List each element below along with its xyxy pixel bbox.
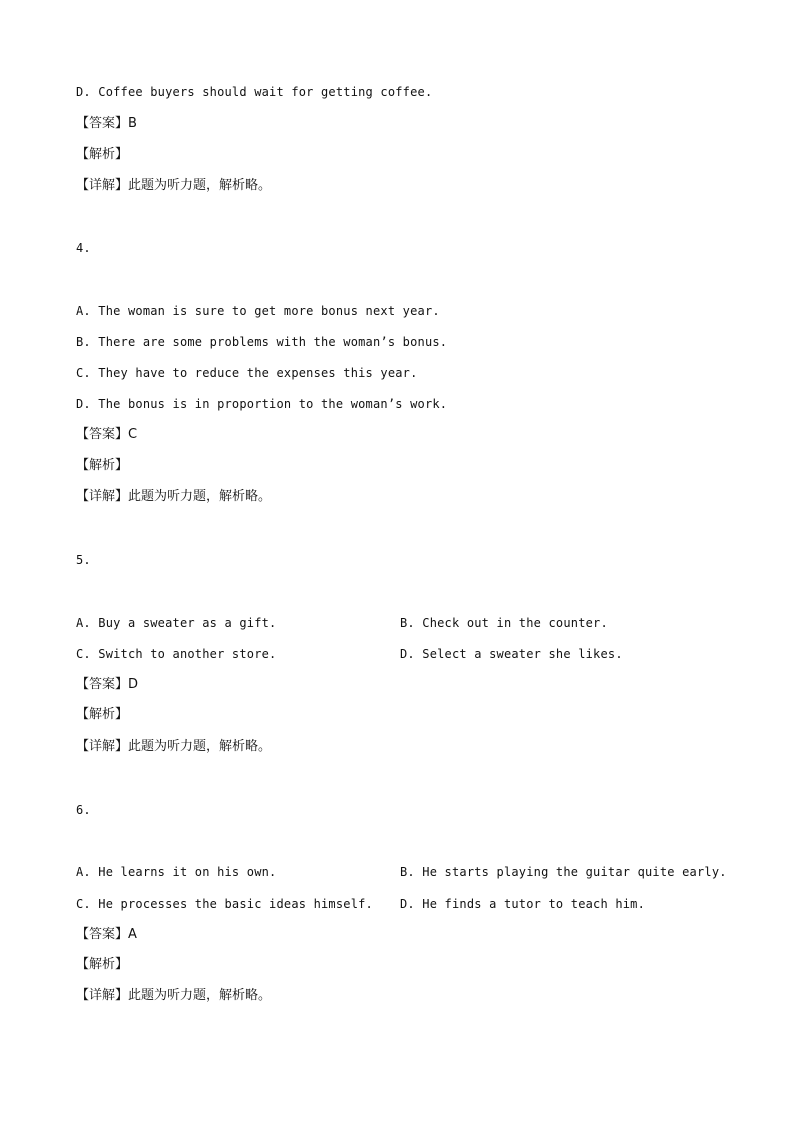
q5-option-a: A. Buy a sweater as a gift. <box>76 616 277 630</box>
q4-answer: 【答案】C <box>76 427 138 442</box>
q4-analysis: 【解析】 <box>76 458 129 473</box>
q4-number: 4. <box>76 241 91 255</box>
q4-option-d: D. The bonus is in proportion to the woman’s work. <box>76 397 448 411</box>
q4-option-a: A. The woman is sure to get more bonus next year. <box>76 304 440 318</box>
q5-answer: 【答案】D <box>76 677 139 692</box>
q3-analysis: 【解析】 <box>76 147 129 162</box>
q6-analysis: 【解析】 <box>76 957 129 972</box>
q4-option-c: C. They have to reduce the expenses this year. <box>76 366 418 380</box>
q5-number: 5. <box>76 553 91 567</box>
q5-detail: 【详解】此题为听力题，解析略。 <box>76 739 272 754</box>
q5-option-d: D. Select a sweater she likes. <box>400 647 623 661</box>
q6-option-c: C. He processes the basic ideas himself. <box>76 897 373 911</box>
q5-option-c: C. Switch to another store. <box>76 647 277 661</box>
q6-option-d: D. He finds a tutor to teach him. <box>400 897 646 911</box>
q3-option-d: D. Coffee buyers should wait for getting coffee. <box>76 85 433 99</box>
q6-option-b: B. He starts playing the guitar quite early. <box>400 865 727 879</box>
q6-number: 6. <box>76 803 91 817</box>
q6-answer: 【答案】A <box>76 927 137 942</box>
q5-analysis: 【解析】 <box>76 707 129 722</box>
q4-option-b: B. There are some problems with the woman’s bonus. <box>76 335 448 349</box>
q6-detail: 【详解】此题为听力题，解析略。 <box>76 988 272 1003</box>
q5-option-b: B. Check out in the counter. <box>400 616 608 630</box>
q4-detail: 【详解】此题为听力题，解析略。 <box>76 489 272 504</box>
q3-answer: 【答案】B <box>76 116 137 131</box>
q3-detail: 【详解】此题为听力题，解析略。 <box>76 178 272 193</box>
q6-option-a: A. He learns it on his own. <box>76 865 277 879</box>
